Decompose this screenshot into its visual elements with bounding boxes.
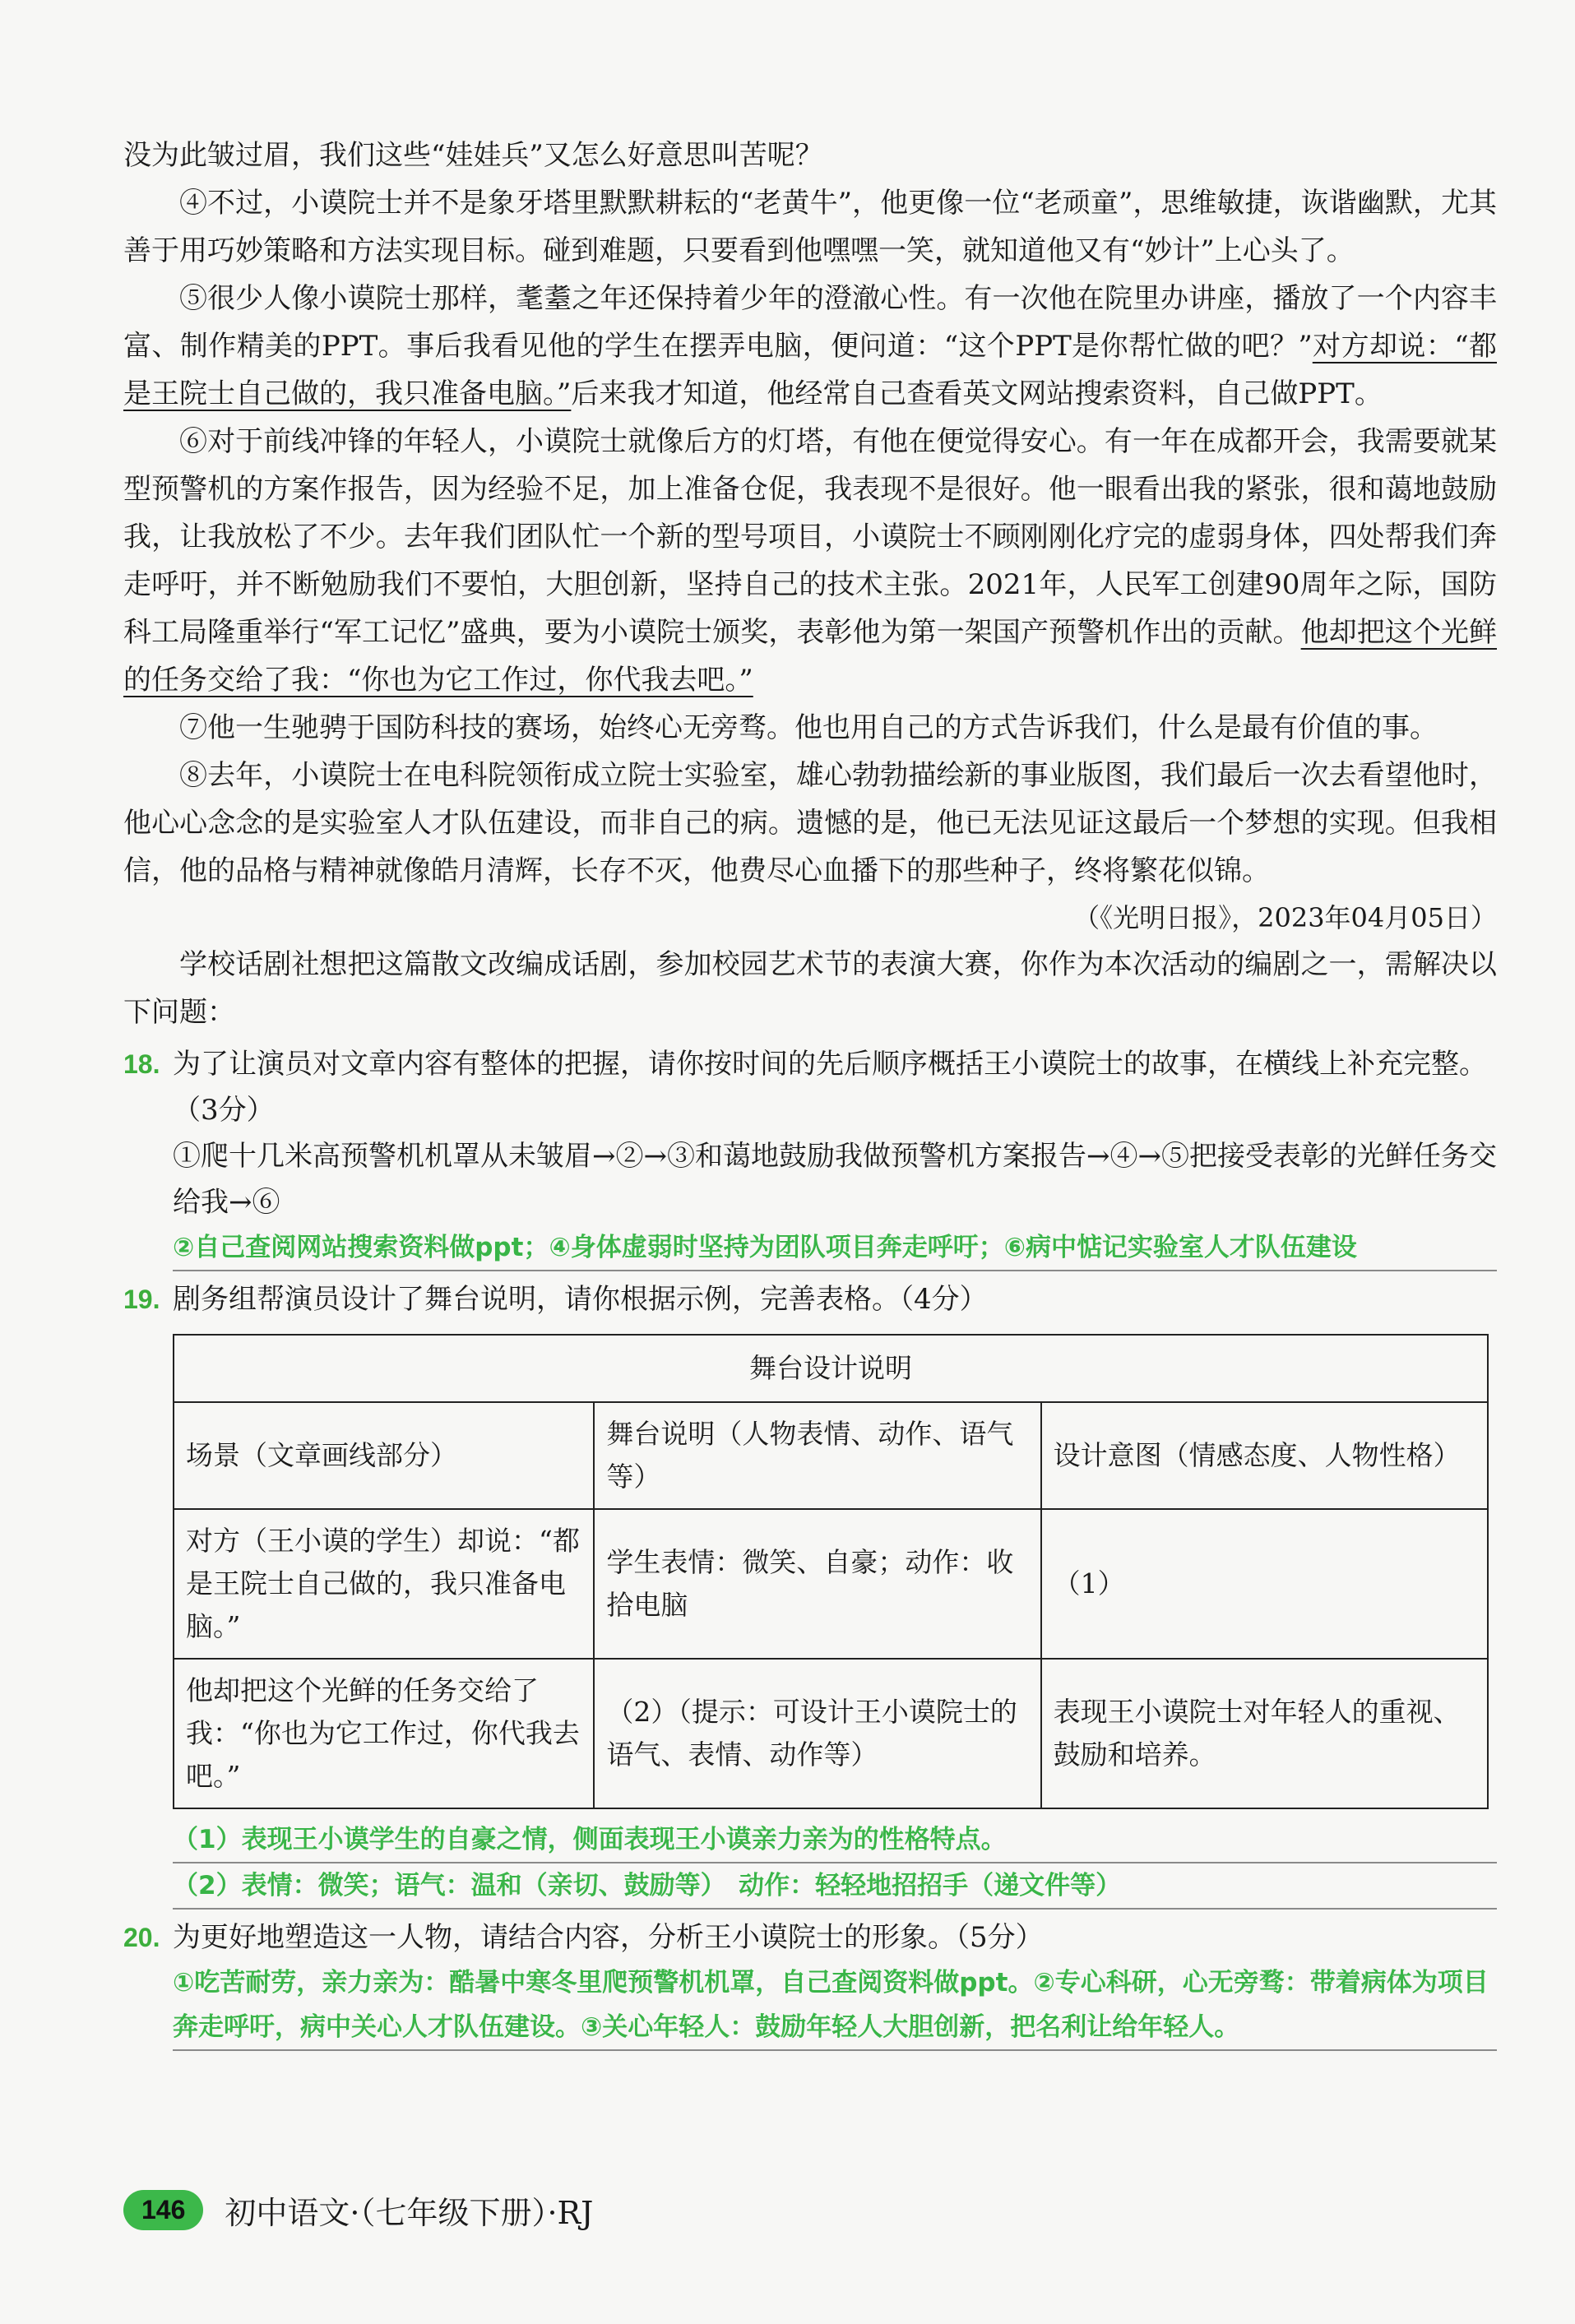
table-title: 舞台设计说明	[174, 1335, 1488, 1402]
article-paragraph: 没为此皱过眉，我们这些“娃娃兵”又怎么好意思叫苦呢？	[123, 139, 823, 172]
page-number-badge: 146	[123, 2190, 203, 2230]
table-cell: （1）	[1041, 1509, 1488, 1659]
article-paragraph: ④不过，小谟院士并不是象牙塔里默默耕耘的“老黄牛”，他更像一位“老顽童”，思维敏捷，诙谐幽默，尤其善于用巧妙策略和方法实现目标。碰到难题，只要看到他嘿嘿一笑，就知道他又有“妙计”上心头了。	[123, 187, 1497, 267]
article-paragraph: ⑧去年，小谟院士在电科院领衔成立院士实验室，雄心勃勃描绘新的事业版图，我们最后一次去看望他时，他心心念念的是实验室人才队伍建设，而非自己的病。遗憾的是，他已无法见证这最后一个梦想的实现。但我相信，他的品格与精神就像皓月清辉，长存不灭，他费尽心血播下的那些种子，终将繁花似锦。	[123, 759, 1497, 887]
table-cell: 对方（王小谟的学生）却说：“都是王院士自己做的，我只准备电脑。”	[174, 1509, 594, 1659]
table-header-row	[174, 1402, 1488, 1509]
table-header: 场景（文章画线部分）	[174, 1402, 594, 1509]
table-cell: 他却把这个光鲜的任务交给了我：“你也为它工作过，你代我去吧。”	[174, 1659, 594, 1808]
article-paragraph	[123, 418, 1497, 704]
table-cell: 学生表情：微笑、自豪；动作：收拾电脑	[594, 1509, 1040, 1659]
question-20	[123, 1914, 1497, 2051]
answer-text: ②自己查阅网站搜索资料做ppt；④身体虚弱时坚持为团队项目奔走呼吁；⑥病中惦记实验室人才队伍建设	[173, 1225, 1497, 1271]
answer-text: （1）表现王小谟学生的自豪之情，侧面表现王小谟亲力亲为的性格特点。	[173, 1817, 1497, 1863]
question-18	[123, 1041, 1497, 1271]
stage-table	[173, 1334, 1489, 1809]
book-title: 初中语文·（七年级下册）·RJ	[225, 2195, 594, 2231]
paragraph-text: 后来我才知道，他经常自己查看英文网站搜索资料，自己做PPT。	[571, 377, 1383, 410]
question-text: 剧务组帮演员设计了舞台说明，请你根据示例，完善表格。（4分）	[173, 1283, 988, 1316]
table-header: 设计意图（情感态度、人物性格）	[1041, 1402, 1488, 1509]
article-source: （《光明日报》，2023年04月05日）	[1073, 902, 1497, 933]
paragraph-text: ⑥对于前线冲锋的年轻人，小谟院士就像后方的灯塔，有他在便觉得安心。有一年在成都开会，我需要就某型预警机的方案作报告，因为经验不足，加上准备仓促，我表现不是很好。他一眼看出我的紧张，很和蔼地鼓励我，让我放松了不少。去年我们团队忙一个新的型号项目，小谟院士不顾刚刚化疗完的虚弱身体，四处帮我们奔走呼吁，并不断勉励我们不要怕，大胆创新，坚持自己的技术主张。2021年，人民军工创建90周年之际，国防科工局隆重举行“军工记忆”盛典，要为小谟院士颁奖，表彰他为第一架国产预警机作出的贡献。	[123, 425, 1497, 649]
question-19	[123, 1276, 1497, 1910]
table-row	[174, 1659, 1488, 1808]
paragraph-text: ⑤很少人像小谟院士那样，耄耋之年还保持着少年的澄澈心性。有一次他在院里办讲座，播放了一个内容丰富、制作精美的PPT。事后我看见他的学生在摆弄电脑，便问道：“这个PPT是你帮忙做的吧？”	[123, 282, 1497, 363]
task-intro: 学校话剧社想把这篇散文改编成话剧，参加校园艺术节的表演大赛，你作为本次活动的编剧之一，需解决以下问题：	[123, 948, 1497, 1029]
page-footer	[123, 2187, 593, 2233]
table-header: 舞台说明（人物表情、动作、语气等）	[594, 1402, 1040, 1509]
question-number: 18.	[123, 1049, 160, 1079]
question-text: 为更好地塑造这一人物，请结合内容，分析王小谟院士的形象。（5分）	[173, 1921, 1044, 1954]
page-content	[123, 132, 1497, 2051]
question-number: 19.	[123, 1285, 160, 1314]
question-chain: ①爬十几米高预警机机罩从未皱眉→②→③和蔼地鼓励我做预警机方案报告→④→⑤把接受表彰的光鲜任务交给我→⑥	[173, 1140, 1497, 1219]
table-cell: （2）（提示：可设计王小谟院士的语气、表情、动作等）	[594, 1659, 1040, 1808]
answer-text: （2）表情：微笑；语气：温和（亲切、鼓励等） 动作：轻轻地招招手（递文件等）	[173, 1863, 1497, 1910]
table-cell: 表现王小谟院士对年轻人的重视、鼓励和培养。	[1041, 1659, 1488, 1808]
article-paragraph: ⑦他一生驰骋于国防科技的赛场，始终心无旁骛。他也用自己的方式告诉我们，什么是最有价值的事。	[179, 711, 1438, 744]
question-number: 20.	[123, 1923, 160, 1952]
underlined-text: 他却把这个光鲜的任务交给了我：“你也为它工作过，你代我去吧。”	[123, 616, 1498, 697]
question-text: 为了让演员对文章内容有整体的把握，请你按时间的先后顺序概括王小谟院士的故事，在横线上补充完整。（3分）	[173, 1048, 1487, 1127]
table-row	[174, 1509, 1488, 1659]
article-paragraph	[123, 275, 1497, 418]
answer-text: ①吃苦耐劳，亲力亲为：酷暑中寒冬里爬预警机机罩，自己查阅资料做ppt。②专心科研，心无旁骛：带着病体为项目奔走呼吁，病中关心人才队伍建设。③关心年轻人：鼓励年轻人大胆创新，把名利让给年轻人。	[173, 1961, 1497, 2051]
underlined-text: 对方却说：“都是王院士自己做的，我只准备电脑。”	[123, 330, 1497, 410]
